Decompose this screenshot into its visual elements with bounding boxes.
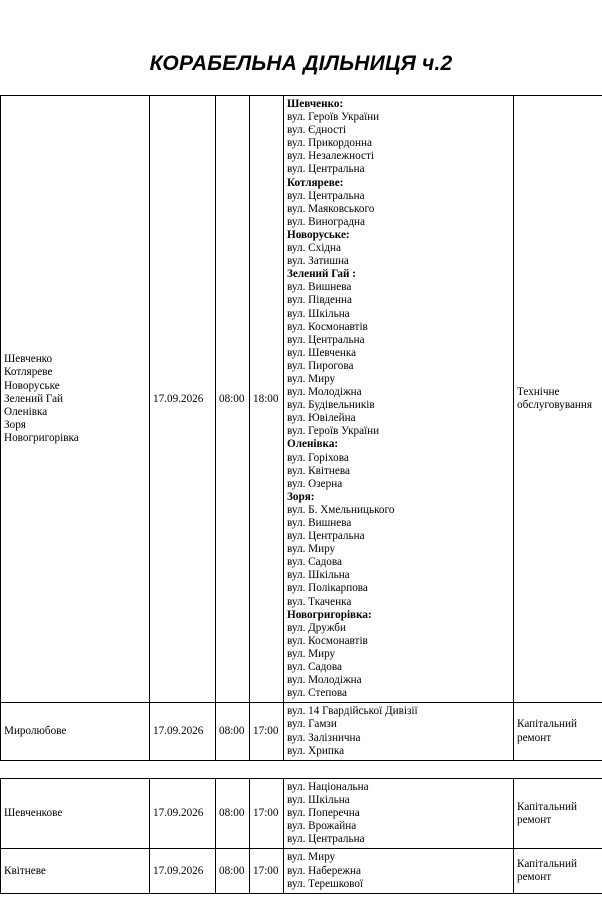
street-name: вул. Залізнична (287, 731, 361, 744)
streets-cell (284, 703, 514, 760)
settlements-cell (1, 849, 150, 893)
start-time-cell: 08:00 (216, 96, 250, 703)
settlement-name: Новогригорівка (4, 431, 79, 444)
street-name: вул. Єдності (287, 124, 347, 137)
end-time-cell: 18:00 (250, 96, 284, 703)
date-cell: 17.09.2026 (150, 849, 216, 893)
work-type-cell: Капітальний ремонт (514, 849, 602, 893)
street-name: вул. Героїв України (287, 111, 380, 124)
settlement-name: Зелений Гай (4, 392, 64, 405)
end-time-cell: 17:00 (250, 703, 284, 760)
end-time-cell: 17:00 (250, 849, 284, 893)
table-row (1, 779, 602, 849)
street-name: вул. Південна (287, 294, 352, 307)
street-name: вул. Вишнева (287, 281, 352, 294)
street-name: вул. Центральна (287, 333, 365, 346)
street-name: вул. Східна (287, 242, 341, 255)
street-name: вул. Виноградна (287, 215, 366, 228)
street-name: вул. Будівельників (287, 399, 375, 412)
street-name: вул. Дружби (287, 621, 346, 634)
street-name: вул. Хрипка (287, 744, 345, 757)
settlement-name: Шевченко (4, 353, 53, 366)
street-name: вул. Центральна (287, 833, 365, 846)
start-time-cell: 08:00 (216, 779, 250, 849)
street-name: вул. Прикордонна (287, 137, 372, 150)
table-row (1, 703, 602, 760)
settlement-heading: Новоруське: (287, 228, 350, 241)
settlement-heading: Котляреве: (287, 176, 344, 189)
table-row (1, 849, 602, 893)
street-name: вул. Миру (287, 647, 336, 660)
street-name: вул. Миру (287, 372, 336, 385)
date-cell: 17.09.2026 (150, 96, 216, 703)
page-title: КОРАБЕЛЬНА ДІЛЬНИЦЯ ч.2 (149, 52, 453, 75)
street-name: вул. 14 Гвардійської Дивізії (287, 705, 418, 718)
start-time-cell: 08:00 (216, 703, 250, 760)
settlement-name: Котляреве (4, 366, 53, 379)
street-name: вул. Космонавтів (287, 634, 368, 647)
street-name: вул. Героїв України (287, 425, 380, 438)
street-name: вул. Гамзи (287, 718, 337, 731)
date-cell: 17.09.2026 (150, 779, 216, 849)
street-name: вул. Затишна (287, 255, 349, 268)
streets-cell (284, 96, 514, 703)
outage-table-part-1 (0, 95, 602, 761)
street-name: вул. Миру (287, 543, 336, 556)
street-name: вул. Маяковського (287, 202, 375, 215)
streets-cell (284, 779, 514, 849)
street-name: вул. Степова (287, 687, 348, 700)
start-time-cell: 08:00 (216, 849, 250, 893)
street-name: вул. Врожайна (287, 820, 357, 833)
street-name: вул. Садова (287, 661, 342, 674)
street-name: вул. Центральна (287, 189, 365, 202)
street-name: вул. Центральна (287, 530, 365, 543)
street-name: вул. Б. Хмельницького (287, 503, 395, 516)
street-name: вул. Шкільна (287, 307, 350, 320)
settlements-cell (1, 96, 150, 703)
settlement-heading: Оленівка: (287, 438, 339, 451)
date-cell: 17.09.2026 (150, 703, 216, 760)
street-name: вул. Центральна (287, 163, 365, 176)
settlement-heading: Шевченко: (287, 98, 344, 110)
settlement-name: Новоруське (4, 379, 60, 392)
street-name: вул. Вишнева (287, 517, 352, 529)
settlement-heading: Зелений Гай : (287, 268, 356, 281)
settlement-name: Шевченкове (4, 807, 63, 820)
settlement-name: Миролюбове (4, 724, 67, 737)
street-name: вул. Молодіжна (287, 674, 362, 687)
street-name: вул. Полікарпова (287, 582, 368, 595)
work-type-cell: Капітальний ремонт (514, 703, 602, 760)
street-name: вул. Молодіжна (287, 386, 362, 399)
street-name: вул. Квітнева (287, 464, 350, 477)
street-name: вул. Миру (287, 851, 336, 864)
street-name: вул. Садова (287, 556, 342, 569)
settlement-heading: Зоря: (287, 490, 315, 503)
street-name: вул. Незалежності (287, 150, 374, 163)
settlement-name: Оленівка (4, 405, 48, 418)
outage-table-part-2 (0, 778, 602, 894)
settlement-name: Зоря (4, 418, 26, 431)
settlement-name: Квітневе (4, 864, 46, 877)
street-name: вул. Шкільна (287, 794, 350, 807)
streets-cell (284, 849, 514, 893)
work-type-cell: Капітальний ремонт (514, 779, 602, 849)
street-name: вул. Ювілейна (287, 412, 356, 425)
end-time-cell: 17:00 (250, 779, 284, 849)
settlement-heading: Новогригорівка: (287, 608, 372, 621)
street-name: вул. Шкільна (287, 569, 350, 582)
street-name: вул. Шевченка (287, 346, 357, 359)
street-name: вул. Пирогова (287, 359, 354, 372)
settlements-cell (1, 779, 150, 849)
table-row (1, 96, 602, 703)
street-name: вул. Озерна (287, 477, 343, 490)
street-name: вул. Поперечна (287, 807, 360, 820)
street-name: вул. Горіхова (287, 451, 349, 464)
street-name: вул. Ткаченка (287, 595, 352, 608)
street-name: вул. Космонавтів (287, 320, 368, 333)
street-name: вул. Набережна (287, 864, 361, 877)
street-name: вул. Національна (287, 781, 369, 793)
work-type-cell: Технічне обслуговування (514, 96, 602, 703)
street-name: вул. Терешкової (287, 877, 364, 890)
settlements-cell (1, 703, 150, 760)
